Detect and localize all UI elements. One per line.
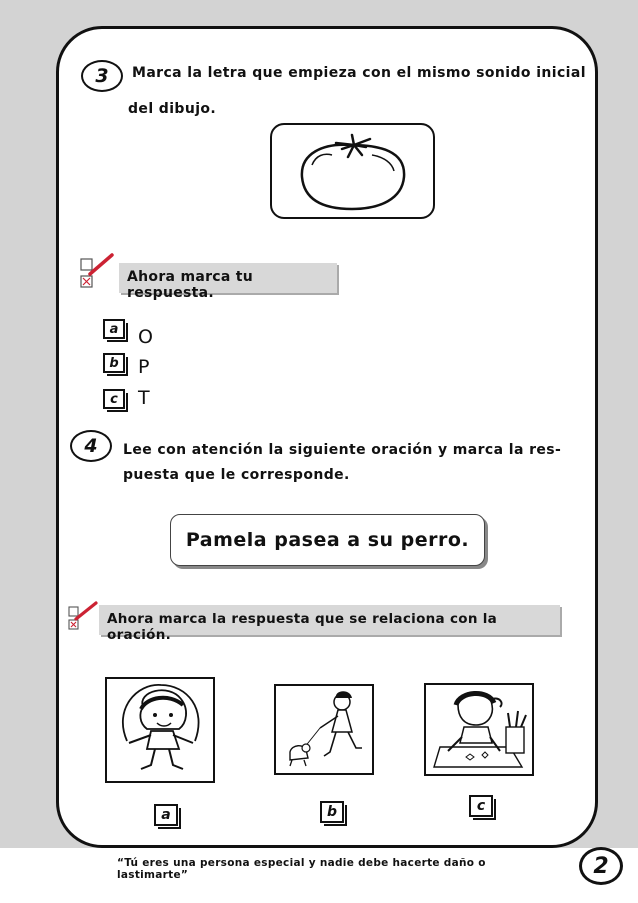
sentence-box: Pamela pasea a su perro. [170,514,485,566]
choice-b-picture[interactable] [274,684,374,775]
question-4-prompt-line2: puesta que le corresponde. [123,467,350,483]
girl-drawing-icon [426,685,532,774]
choice-a-picture[interactable] [105,677,215,783]
question-number-text: 3 [95,65,109,87]
checklist-pencil-icon [78,252,118,292]
choice-b-label[interactable] [320,801,344,823]
option-a-letter: O [138,326,153,348]
girl-jumping-rope-icon [107,679,213,781]
option-b-box[interactable] [103,353,125,373]
choice-c-picture[interactable] [424,683,534,776]
option-label: a [109,321,119,337]
footer-quote: “Tú eres una persona especial y nadie debe hacerte daño o lastimarte” [117,857,486,881]
option-c-letter: T [138,387,150,409]
option-b-letter: P [138,356,150,378]
page-number [579,847,623,885]
tomato-picture-frame [270,123,435,219]
question-3-prompt-line2: del dibujo. [128,101,217,117]
option-a-box[interactable] [103,319,125,339]
option-label: b [109,355,119,371]
choice-label-text: a [161,807,171,823]
option-c-box[interactable] [103,389,125,409]
checklist-pencil-icon [66,600,100,634]
question-3-prompt-line1: Marca la letra que empieza con el mismo sonido inicial [132,65,586,81]
question-4-number [70,430,112,462]
question-3-answer-banner: Ahora marca tu respuesta. [119,263,337,293]
tomato-icon [272,125,432,216]
question-4-answer-banner: Ahora marca la respuesta que se relaciona con la oración. [99,605,560,635]
choice-c-label[interactable] [469,795,493,817]
page-number-text: 2 [593,853,609,879]
question-number-text: 4 [84,435,98,457]
question-4-prompt-line1: Lee con atención la siguiente oración y marca la res- [123,442,562,458]
question-3-number [81,60,123,92]
girl-walking-dog-icon [276,686,372,773]
choice-label-text: b [326,804,338,820]
choice-a-label[interactable] [154,804,178,826]
option-label: c [110,391,118,407]
choice-label-text: c [476,798,486,814]
